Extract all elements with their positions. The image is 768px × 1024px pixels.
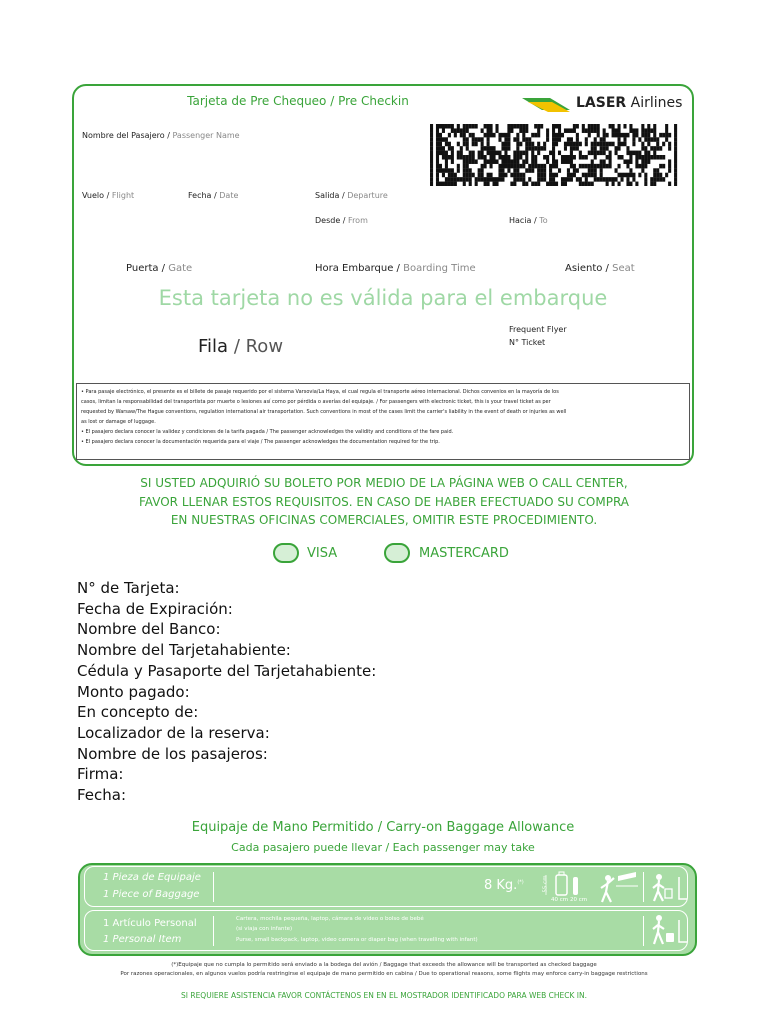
terms-box	[76, 383, 690, 460]
date-label: Fecha / Date	[188, 191, 239, 200]
amount-paid-field[interactable]: Monto pagado:	[77, 682, 190, 701]
terms-line: requested by Warsaw/The Hague conventions, regulation international air transportation. Such conventions in most of the cases limit the carrier's liability in the event of death or injuries as well	[81, 409, 567, 415]
excess-baggage-note: (*)Equipaje que no cumpla lo permitido será enviado a la bodega del avión / Baggage that exceeds the allowance will be transported as checked baggage	[171, 962, 597, 968]
notice-line: EN NUESTRAS OFICINAS COMERCIALES, OMITIR ESTE PROCEDIMIENTO.	[170, 513, 598, 527]
ticket-number-label: N° Ticket	[509, 338, 546, 347]
invalid-boarding-notice: Esta tarjeta no es válida para el embarque	[158, 286, 608, 310]
piece-label-es: 1 Pieza de Equipaje	[103, 872, 201, 883]
assistance-note: SI REQUIERE ASISTENCIA FAVOR CONTÁCTENOS EN EN EL MOSTRADOR IDENTIFICADO PARA WEB CHECK IN.	[181, 991, 587, 1000]
baggage-title: Equipaje de Mano Permitido / Carry-on Baggage Allowance	[191, 820, 575, 835]
to-label: Hacia / To	[509, 216, 548, 225]
web-purchase-notice	[40, 474, 728, 530]
date-field[interactable]: Fecha:	[77, 786, 127, 805]
person-with-bag-icon	[649, 873, 689, 903]
width-dimension: 40 cm	[551, 897, 569, 903]
baggage-subtitle: Cada pasajero puede llevar / Each passenger may take	[231, 841, 535, 854]
booking-locator-field[interactable]: Localizador de la reserva:	[77, 723, 270, 742]
divider	[643, 872, 644, 902]
mastercard-option[interactable]	[384, 543, 410, 563]
cardholder-name-field[interactable]: Nombre del Tarjetahabiente:	[77, 641, 291, 660]
visa-label: VISA	[307, 546, 338, 561]
personal-item-desc-es: Cartera, mochila pequeña, laptop, cámara de video o bolso de bebé	[236, 916, 424, 922]
expiration-date-field[interactable]: Fecha de Expiración:	[77, 599, 233, 618]
overhead-bin-icon	[594, 870, 640, 904]
bank-name-field[interactable]: Nombre del Banco:	[77, 620, 221, 639]
depth-dimension: 20 cm	[570, 897, 588, 903]
barcode-icon	[430, 124, 680, 186]
card-title: Tarjeta de Pre Chequeo / Pre Checkin	[187, 94, 409, 108]
personal-item-desc-note: (si viaja con infante)	[236, 926, 293, 932]
personal-item-label-en: 1 Personal Item	[103, 934, 182, 945]
payment-form	[77, 578, 376, 806]
row-label: Fila / Row	[198, 336, 284, 357]
piece-label-en: 1 Piece of Baggage	[103, 889, 200, 900]
concept-field[interactable]: En concepto de:	[77, 703, 199, 722]
departure-label: Salida / Departure	[315, 191, 388, 200]
logo-text: LASER Airlines	[576, 95, 683, 111]
passenger-name-label: Nombre del Pasajero / Passenger Name	[82, 131, 240, 140]
personal-item-label-es: 1 Artículo Personal	[103, 918, 197, 929]
operational-restriction-note: Por razones operacionales, en algunos vuelos podría restringirse el equipaje de mano permitido en cabina / Due to operational reasons, some flights may enforce carry-in baggage restrictions	[120, 971, 648, 977]
passenger-names-field[interactable]: Nombre de los pasajeros:	[77, 744, 268, 763]
seat-label: Asiento / Seat	[565, 263, 635, 274]
height-dimension: 55 cm	[542, 875, 549, 893]
personal-item-desc-en: Purse, small backpack, laptop, video camera or diaper bag (when travelling with infant)	[236, 937, 478, 943]
person-with-personal-item-icon	[649, 914, 689, 946]
visa-option[interactable]	[273, 543, 299, 563]
card-number-field[interactable]: N° de Tarjeta:	[77, 579, 180, 597]
boarding-time-label: Hora Embarque / Boarding Time	[315, 263, 476, 274]
mastercard-label: MASTERCARD	[419, 546, 509, 561]
terms-line: • Para pasaje electrónico, el presente es el billete de pasaje requerido por el sistema Varsovia/La Haya, el cual regula el transporte aéreo internacional. Dichos convenios en la mayoría de los	[81, 389, 559, 395]
cardholder-id-field[interactable]: Cédula y Pasaporte del Tarjetahabiente:	[77, 661, 377, 680]
gate-label: Puerta / Gate	[126, 263, 193, 274]
notice-line: SI USTED ADQUIRIÓ SU BOLETO POR MEDIO DE LA PÁGINA WEB O CALL CENTER,	[140, 476, 628, 490]
divider	[643, 916, 644, 946]
terms-line: • El pasajero declara conocer la validez y condiciones de la tarifa pagada / The passenger acknowledges the validity and conditions of the fare paid.	[81, 429, 454, 435]
notice-line: FAVOR LLENAR ESTOS REQUISITOS. EN CASO DE HABER EFECTUADO SU COMPRA	[138, 494, 630, 509]
terms-line: • El pasajero declara conocer la documentación requerida para el viaje / The passenger acknowledges the documentation required for the trip.	[81, 439, 440, 445]
terms-line: casos, limitan la responsabilidad del transportista por muerte o lesiones así como por pérdida o averías del equipaje. / For passengers with electronic ticket, this is your travel ticket as per	[81, 399, 551, 405]
divider	[213, 916, 214, 946]
from-label: Desde / From	[315, 216, 368, 225]
frequent-flyer-label: Frequent Flyer	[509, 325, 567, 334]
signature-field[interactable]: Firma:	[77, 765, 124, 784]
terms-line: as lost or damage of luggage.	[81, 419, 156, 425]
weight-allowance: 8 Kg.(*)	[484, 878, 524, 893]
flight-label: Vuelo / Flight	[82, 191, 135, 200]
divider	[213, 872, 214, 902]
